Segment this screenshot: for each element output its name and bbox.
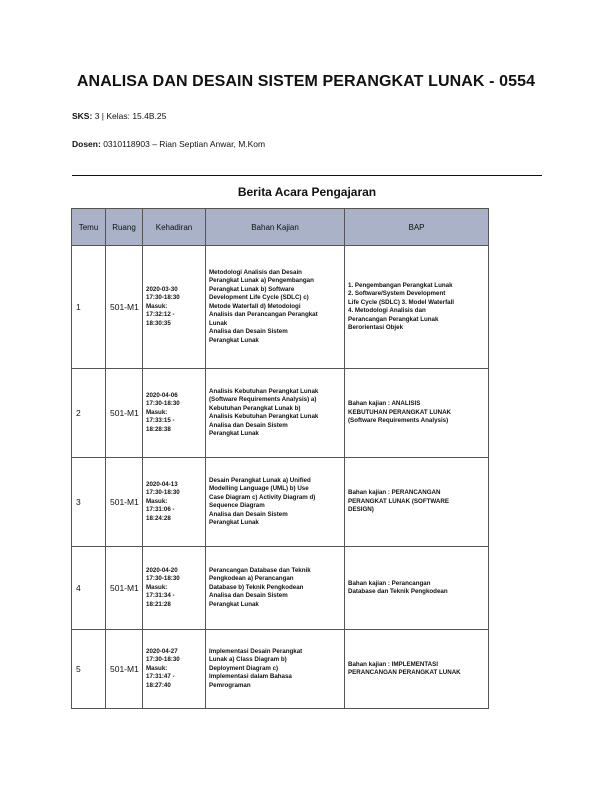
- bap-line: Perancangan Perangkat Lunak: [348, 315, 439, 323]
- bahan-line: Implementasi Desain Perangkat: [209, 647, 303, 655]
- bahan-line: (Software Requirements Analysis) a): [209, 396, 317, 403]
- header-kehadiran: Kehadiran: [143, 209, 206, 246]
- bahan-line: Perangkat Lunak: [209, 600, 259, 608]
- bap-line: Berorientasi Objek: [348, 324, 404, 331]
- bahan-line: Perangkat Lunak: [209, 430, 259, 437]
- kehadiran-line: 17:30-18:30: [146, 400, 180, 408]
- kehadiran-line: Masuk:: [146, 302, 168, 310]
- bap-line: 4. Metodologi Analisis dan: [348, 307, 426, 314]
- kehadiran-line: 18:21:28: [146, 600, 171, 608]
- cell-bahan-kajian: [206, 547, 345, 630]
- bahan-line: Database b) Teknik Pengkodean: [209, 583, 304, 591]
- kehadiran-line: 18:24:28: [146, 514, 171, 522]
- kehadiran-line: 17:31:06 -: [146, 506, 175, 514]
- sks-value: 3 | Kelas: 15.4B.25: [94, 111, 167, 121]
- cell-bap: [345, 630, 489, 709]
- bahan-line: Lunak a) Class Diagram b): [209, 656, 287, 664]
- kehadiran-line: 2020-04-06: [146, 391, 178, 399]
- bap-table: [71, 208, 489, 709]
- kehadiran-line: 17:30-18:30: [146, 656, 180, 664]
- cell-temu: 2: [72, 369, 106, 458]
- dosen-value: 0310118903 – Rian Septian Anwar, M.Kom: [103, 139, 266, 149]
- kehadiran-line: 17:30-18:30: [146, 294, 180, 302]
- bap-line: PERANCANGAN PERANGKAT LUNAK: [348, 669, 461, 676]
- bahan-line: Analisa dan Desain Sistem: [209, 421, 288, 429]
- kehadiran-line: 17:31:47 -: [146, 673, 175, 681]
- kehadiran-line: 2020-03-30: [146, 285, 178, 293]
- cell-bap: [345, 369, 489, 458]
- cell-ruang: 501-M1: [106, 369, 143, 458]
- bahan-line: Development Life Cycle (SDLC) c): [209, 294, 309, 302]
- bahan-line: Analisa dan Desain Sistem: [209, 328, 288, 336]
- dosen-line: [72, 139, 265, 149]
- bap-line: Bahan kajian : ANALISIS: [348, 400, 421, 408]
- document-title: ANALISA DAN DESAIN SISTEM PERANGKAT LUNAK - 0554: [76, 73, 536, 90]
- bap-line: 2. Software/System Development: [348, 290, 446, 297]
- cell-bap: [345, 547, 489, 630]
- table-row: [72, 458, 489, 547]
- table-row: [72, 630, 489, 709]
- cell-ruang: 501-M1: [106, 458, 143, 547]
- table-row: [72, 547, 489, 630]
- bap-line: Bahan kajian : IMPLEMENTASI: [348, 660, 438, 668]
- cell-kehadiran: [143, 246, 206, 369]
- bahan-line: Analisis Kebutuhan Perangkat Lunak: [209, 387, 319, 395]
- cell-kehadiran: [143, 630, 206, 709]
- bahan-line: Perangkat Lunak: [209, 336, 259, 344]
- kehadiran-line: 17:31:34 -: [146, 592, 175, 600]
- cell-temu: 4: [72, 547, 106, 630]
- horizontal-divider: [72, 175, 542, 176]
- bahan-line: Analisis Kebutuhan Perangkat Lunak: [209, 413, 319, 420]
- bahan-line: Modelling Language (UML) b) Use: [209, 485, 309, 492]
- bahan-line: Perangkat Lunak b) Software: [209, 285, 295, 293]
- bap-line: (Software Requirements Analysis): [348, 417, 449, 425]
- cell-bahan-kajian: [206, 458, 345, 547]
- cell-ruang: 501-M1: [106, 547, 143, 630]
- cell-temu: 5: [72, 630, 106, 709]
- table-row: [72, 246, 489, 369]
- bahan-line: Perangkat Lunak a) Pengembangan: [209, 277, 314, 285]
- kehadiran-line: 17:32:12 -: [146, 311, 175, 319]
- bap-line: Bahan kajian : Perancangan: [348, 579, 431, 587]
- bahan-line: Metodologi Analisis dan Desain: [209, 268, 302, 276]
- kehadiran-line: Masuk:: [146, 497, 168, 505]
- bahan-line: Analisa dan Desain Sistem: [209, 510, 288, 518]
- bahan-line: Implementasi dalam Bahasa: [209, 673, 292, 681]
- bap-line: Life Cycle (SDLC) 3. Model Waterfall: [348, 298, 455, 306]
- dosen-label: Dosen:: [72, 139, 101, 149]
- bahan-line: Perancangan Database dan Teknik: [209, 566, 311, 574]
- header-bap: BAP: [345, 209, 489, 246]
- kehadiran-line: Masuk:: [146, 408, 168, 416]
- cell-kehadiran: [143, 547, 206, 630]
- bahan-line: Analisa dan Desain Sistem: [209, 592, 288, 600]
- cell-bap: [345, 246, 489, 369]
- kehadiran-line: 17:30-18:30: [146, 489, 180, 497]
- bap-line: Database dan Teknik Pengkodean: [348, 588, 448, 595]
- bahan-line: Lunak: [209, 319, 228, 327]
- header-ruang: Ruang: [106, 209, 143, 246]
- bahan-line: Sequence Diagram: [209, 502, 265, 509]
- header-bahan-kajian: Bahan Kajian: [206, 209, 345, 246]
- kehadiran-line: 18:28:38: [146, 425, 171, 433]
- bahan-line: Perangkat Lunak: [209, 519, 259, 526]
- cell-bap: [345, 458, 489, 547]
- bap-line: Bahan kajian : PERANCANGAN: [348, 489, 441, 497]
- bap-line: PERANGKAT LUNAK (SOFTWARE: [348, 497, 449, 505]
- cell-kehadiran: [143, 458, 206, 547]
- kehadiran-line: 18:30:35: [146, 319, 171, 327]
- sks-line: [72, 111, 166, 121]
- kehadiran-line: 18:27:40: [146, 681, 171, 689]
- header-temu: Temu: [72, 209, 106, 246]
- bahan-line: Metode Waterfall d) Metodologi: [209, 302, 301, 310]
- table-row: [72, 369, 489, 458]
- bahan-line: Case Diagram c) Activity Diagram d): [209, 493, 316, 501]
- bahan-line: Pemrograman: [209, 681, 251, 689]
- bahan-line: Analisis dan Perancangan Perangkat: [209, 311, 318, 319]
- bap-line: 1. Pengembangan Perangkat Lunak: [348, 281, 453, 289]
- sks-label: SKS:: [72, 111, 93, 121]
- bap-line: DESIGN): [348, 506, 374, 514]
- cell-ruang: 501-M1: [106, 246, 143, 369]
- bahan-line: Desain Perangkat Lunak a) Unified: [209, 476, 311, 484]
- cell-bahan-kajian: [206, 630, 345, 709]
- cell-temu: 1: [72, 246, 106, 369]
- section-title: Berita Acara Pengajaran: [237, 185, 377, 199]
- cell-ruang: 501-M1: [106, 630, 143, 709]
- kehadiran-line: 2020-04-20: [146, 566, 178, 574]
- cell-bahan-kajian: [206, 369, 345, 458]
- kehadiran-line: Masuk:: [146, 583, 168, 591]
- bahan-line: Kebutuhan Perangkat Lunak b): [209, 404, 301, 412]
- bahan-line: Deployment Diagram c): [209, 664, 279, 672]
- kehadiran-line: 2020-04-13: [146, 480, 178, 488]
- cell-kehadiran: [143, 369, 206, 458]
- kehadiran-line: Masuk:: [146, 664, 168, 672]
- kehadiran-line: 2020-04-27: [146, 647, 178, 655]
- kehadiran-line: 17:30-18:30: [146, 575, 180, 583]
- bap-line: KEBUTUHAN PERANGKAT LUNAK: [348, 408, 452, 416]
- cell-temu: 3: [72, 458, 106, 547]
- bahan-line: Pengkodean a) Perancangan: [209, 575, 294, 583]
- cell-bahan-kajian: [206, 246, 345, 369]
- table-header-row: [72, 209, 489, 246]
- kehadiran-line: 17:33:15 -: [146, 417, 175, 425]
